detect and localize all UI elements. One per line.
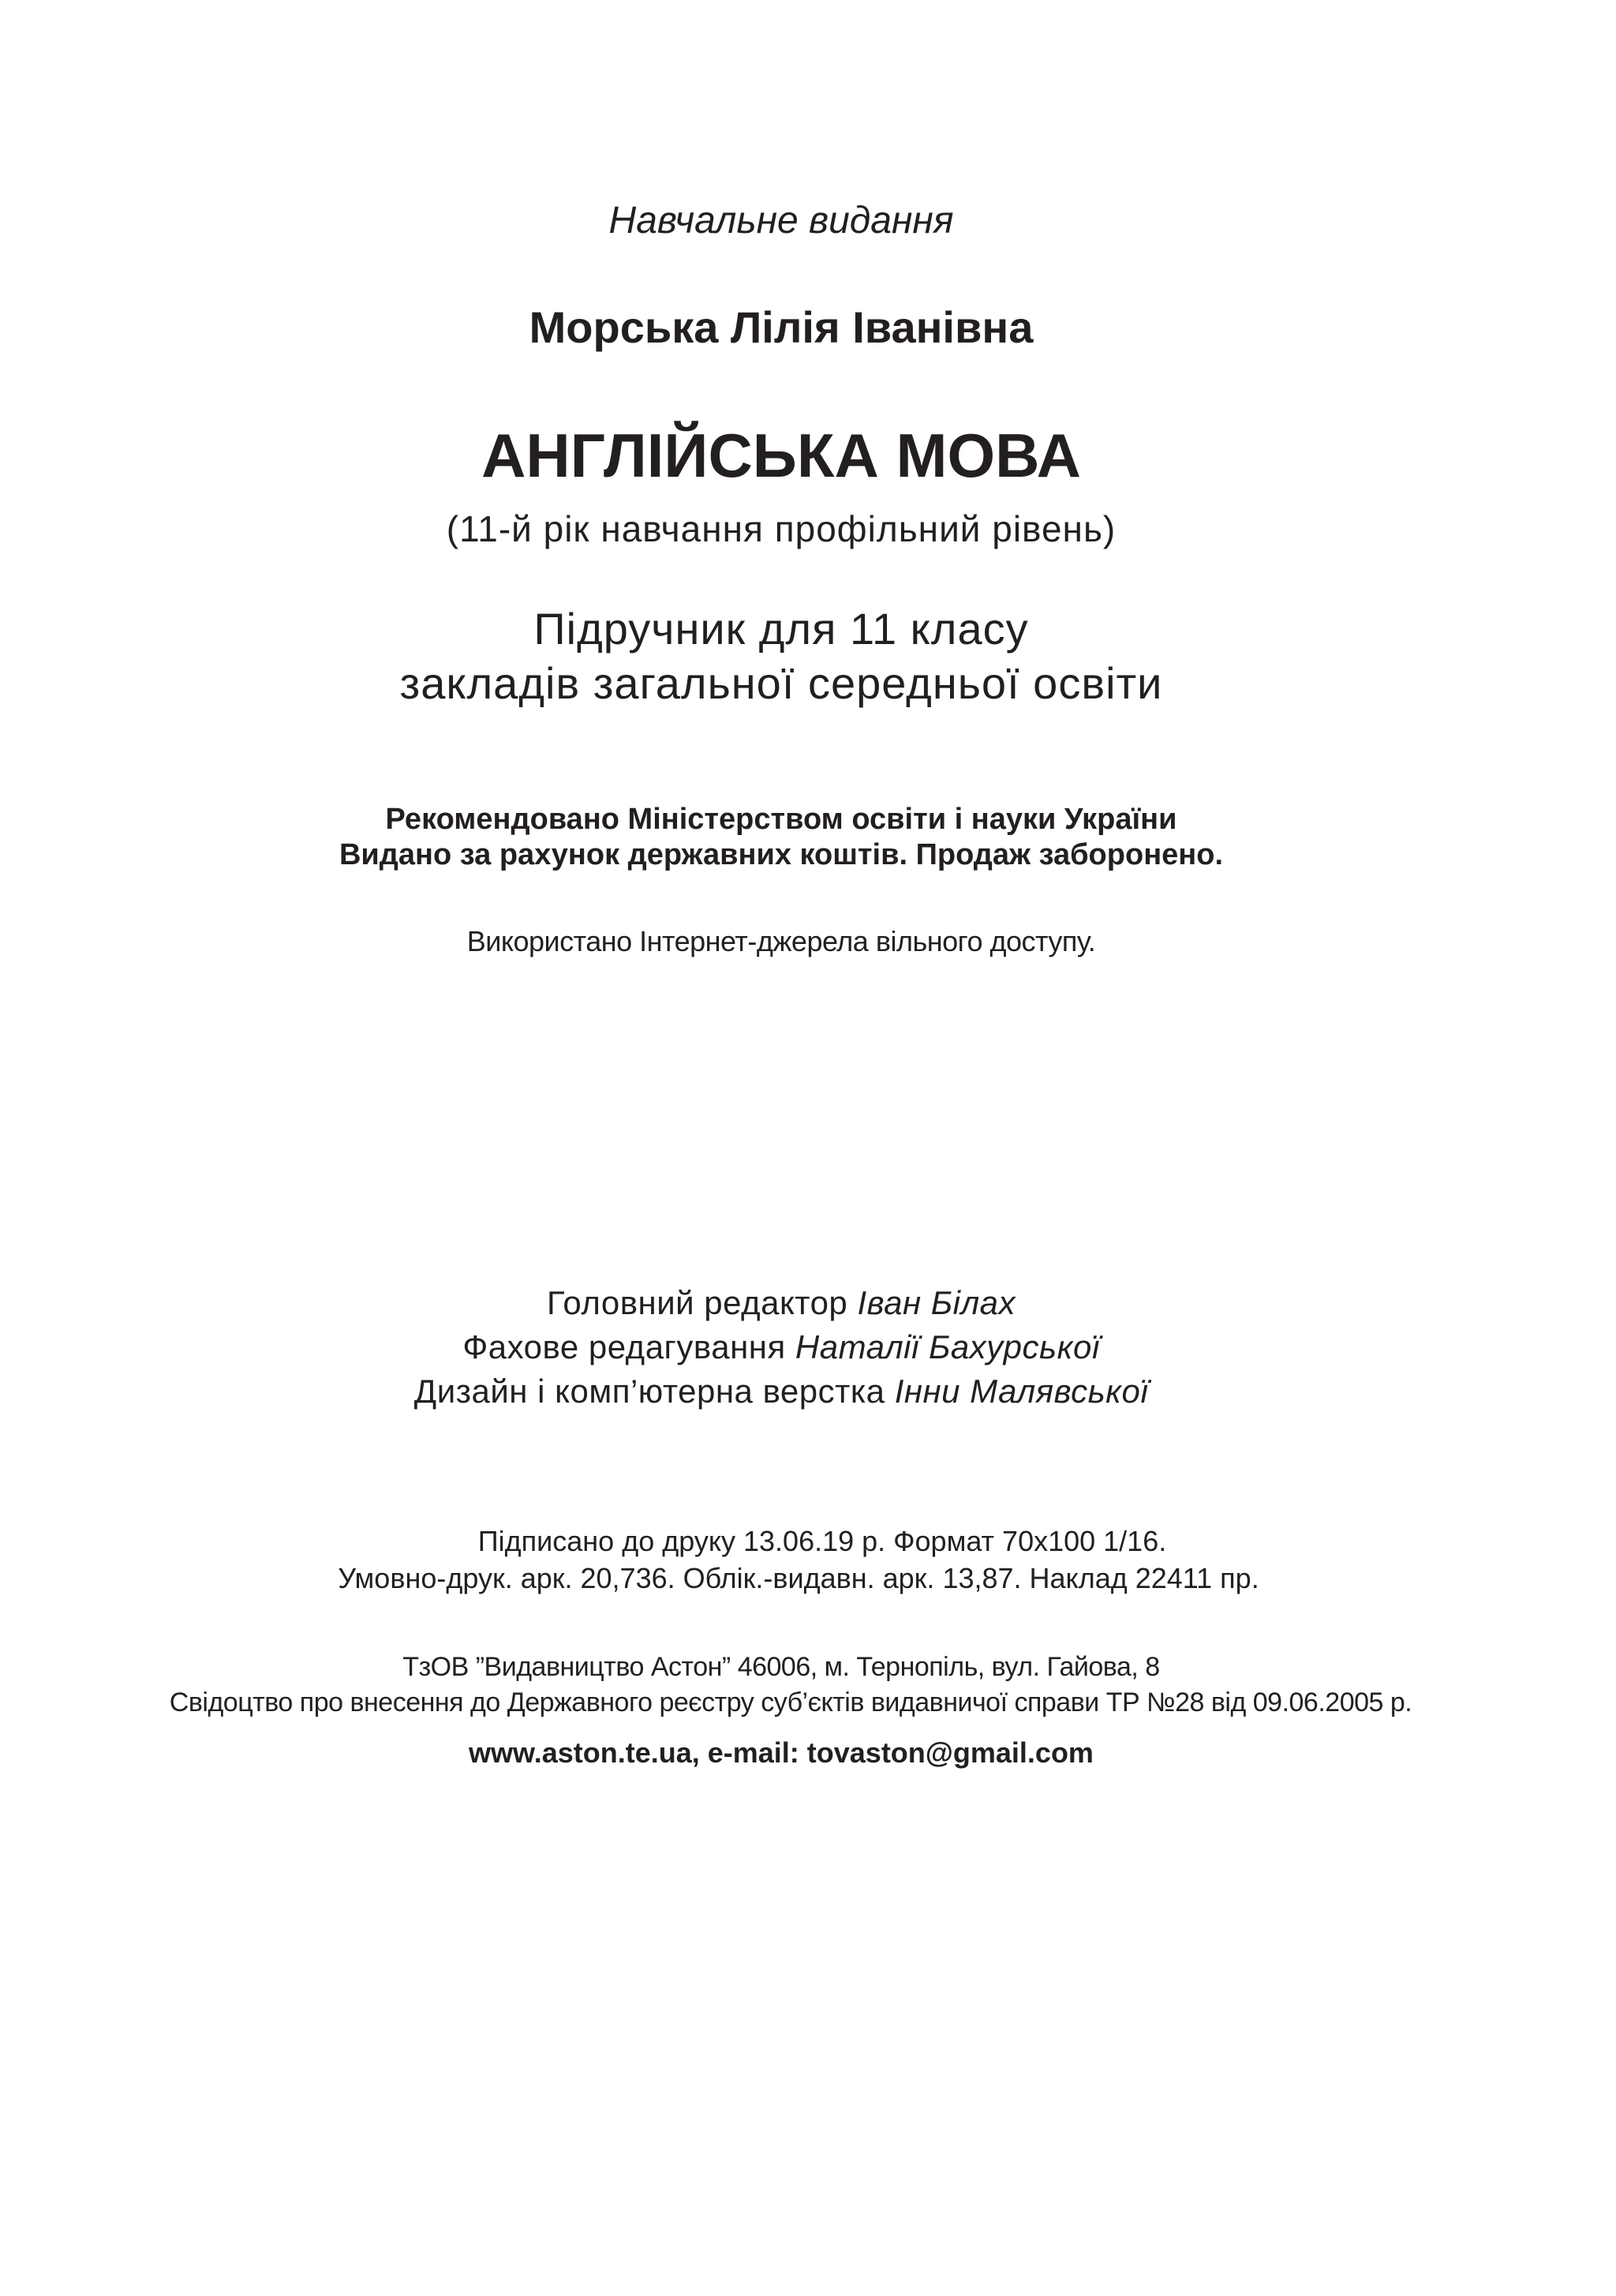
publisher-address: ТзОВ ”Видавництво Астон” 46006, м. Тернопіль, вул. Гайова, 8	[402, 1652, 1160, 1682]
recommendation-line-1: Рекомендовано Міністерством освіти і науки України	[385, 803, 1177, 836]
author-name: Морська Лілія Іванівна	[529, 302, 1034, 352]
credit-role: Дизайн і комп’ютерна верстка	[413, 1373, 885, 1410]
publisher-web-contact[interactable]: www.aston.te.ua, e-mail: tovaston@gmail.com	[469, 1736, 1094, 1769]
publisher-certificate: Свідоцтво про внесення до Державного реєстру суб’єктів видавничої справи ТР №28 від 09.06.2005 р.	[169, 1687, 1412, 1717]
credit-role: Головний редактор	[547, 1284, 848, 1321]
print-info-line-1: Підписано до друку 13.06.19 р. Формат 70х100 1/16.	[477, 1525, 1167, 1557]
print-info-line-2: Умовно-друк. арк. 20,736. Облік.-видавн. арк. 13,87. Наклад 22411 пр.	[338, 1562, 1259, 1594]
internet-sources-note: Використано Інтернет-джерела вільного доступу.	[466, 925, 1096, 957]
credit-professional-editing	[0, 1328, 1589, 1366]
book-title: АНГЛІЙСЬКА МОВА	[481, 421, 1081, 490]
credit-person: Іван Білах	[857, 1284, 1016, 1321]
edition-type: Навчальне видання	[608, 200, 954, 242]
book-description-line-2: закладів загальної середньої освіти	[399, 658, 1163, 708]
credit-person: Наталії Бахурської	[795, 1328, 1100, 1365]
credit-role: Фахове редагування	[462, 1328, 786, 1365]
credit-chief-editor	[0, 1284, 1589, 1322]
book-description-line-1: Підручник для 11 класу	[533, 604, 1029, 654]
book-subtitle: (11-й рік навчання профільний рівень)	[446, 508, 1117, 549]
credit-design-layout	[0, 1373, 1589, 1410]
recommendation-line-2: Видано за рахунок державних коштів. Продаж заборонено.	[339, 838, 1224, 871]
credit-person: Інни Малявської	[894, 1373, 1149, 1410]
